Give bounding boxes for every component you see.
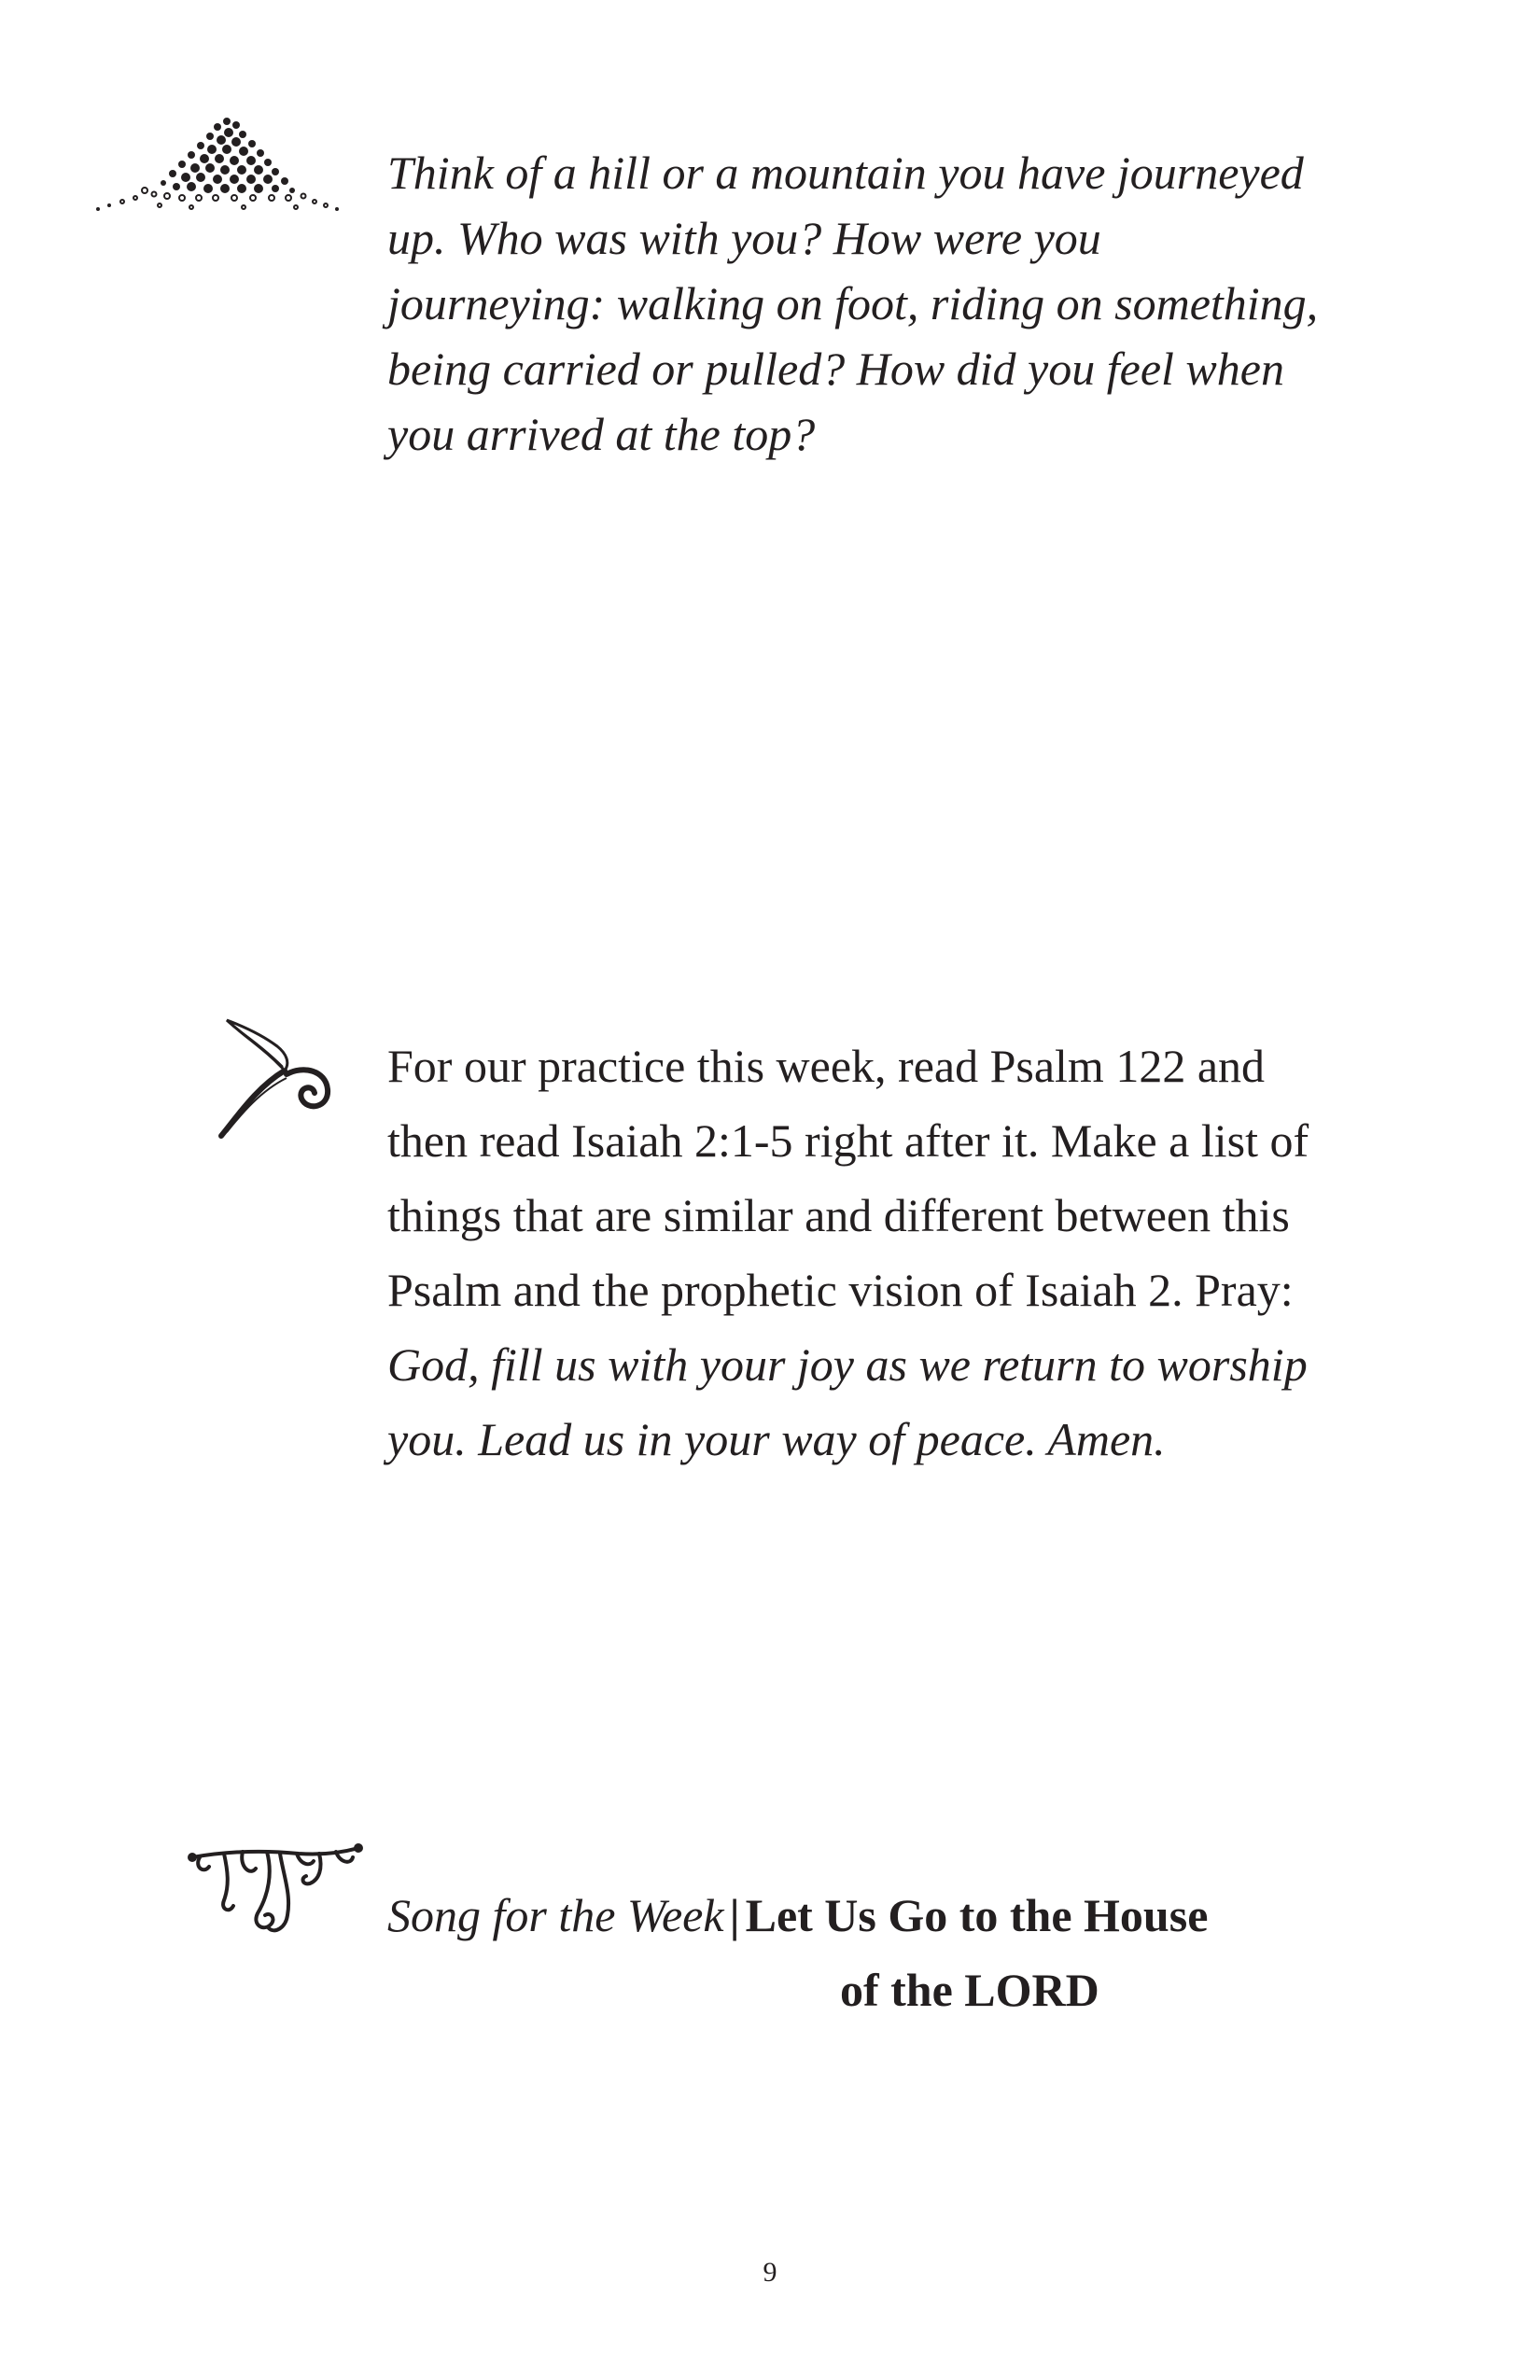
- sprout-svg: [210, 1013, 350, 1143]
- practice-paragraph: [387, 1029, 1339, 1477]
- vine-flourish-icon: [187, 1839, 364, 1951]
- mountain-dots-icon: [89, 112, 350, 215]
- sprout-icon: [210, 1013, 350, 1143]
- practice-instructions: For our practice this week, read Psalm 122 and then read Isaiah 2:1-5 right after it. Make a list of things that are similar and different between this Psalm and the prophetic vision of Isaiah 2. Pray:: [387, 1040, 1309, 1316]
- practice-prayer: God, fill us with your joy as we return to worship you. Lead us in your way of peace. Amen.: [387, 1338, 1308, 1465]
- mountain-dots-svg: [89, 112, 350, 215]
- song-separator: |: [729, 1889, 740, 1941]
- page-number: 9: [763, 2257, 777, 2288]
- song-heading: [387, 1878, 1330, 2027]
- reflection-prompt: Think of a hill or a mountain you have journeyed up. Who was with you? How were you journeying: walking on foot, riding on something, being carried or pulled? How did you feel when you arrived at the top?: [387, 147, 1319, 460]
- song-title-line1: Let Us Go to the House: [745, 1889, 1209, 1941]
- vine-flourish-svg: [187, 1839, 364, 1951]
- song-label: Song for the Week: [387, 1889, 724, 1941]
- song-title-line2: of the LORD: [840, 1964, 1099, 2016]
